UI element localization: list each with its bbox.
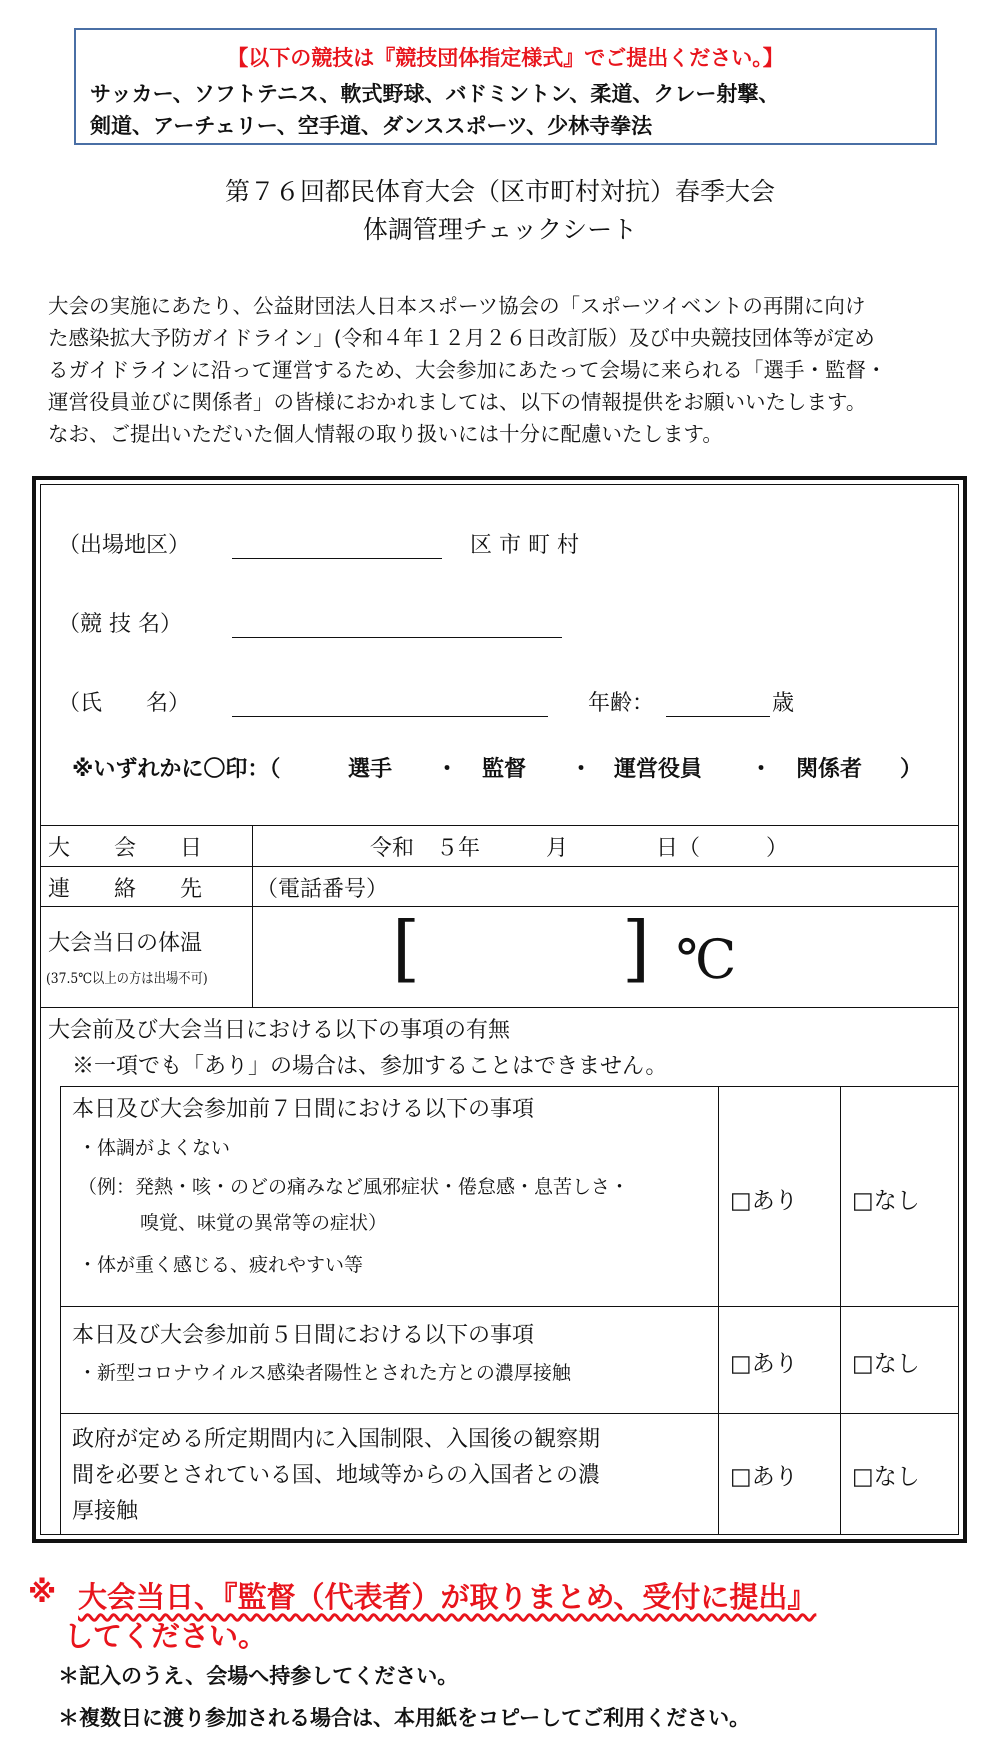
item2-yes-checkbox[interactable]: □あり <box>730 1351 798 1377</box>
notice-line2: 剣道、アーチェリー、空手道、ダンススポーツ、少林寺拳法 <box>90 114 653 138</box>
district-suffix: 区 市 町 村 <box>470 533 579 558</box>
item1-example-cont: 嗅覚、味覚の異常等の症状） <box>140 1212 388 1234</box>
notice-heading: 【以下の競技は『競技団体指定様式』でご提出ください。】 <box>227 46 784 70</box>
age-input[interactable] <box>666 716 770 717</box>
item3-line1: 政府が定める所定期間内に入国制限、入国後の観察期 <box>72 1427 601 1452</box>
divider <box>40 906 959 907</box>
item2-no-checkbox[interactable]: □なし <box>852 1351 920 1377</box>
intro-line3: るガイドラインに沿って運営するため、大会参加にあたって会場に来られる「選手・監督・ <box>48 358 887 382</box>
temp-label: 大会当日の体温 <box>48 931 203 956</box>
footer-instruction-cont: してください。 <box>64 1619 268 1653</box>
notice-box <box>74 28 937 145</box>
role-manager[interactable]: 監督 <box>482 757 527 782</box>
district-label: （出場地区） <box>58 533 191 558</box>
item3-yes-checkbox[interactable]: □あり <box>730 1464 798 1490</box>
name-input[interactable] <box>232 716 548 717</box>
divider <box>40 1007 959 1008</box>
divider <box>60 1086 959 1087</box>
items-heading: 大会前及び大会当日における以下の事項の有無 <box>48 1018 511 1043</box>
bracket-right: ] <box>622 906 651 990</box>
item1-bullet: ・体調がよくない <box>78 1137 231 1159</box>
item3-line2: 間を必要とされている国、地域等からの入国者との濃 <box>72 1463 601 1488</box>
age-suffix: 歳 <box>772 691 795 716</box>
contact-value[interactable]: （電話番号） <box>256 877 389 902</box>
intro-line1: 大会の実施にあたり、公益財団法人日本スポーツ協会の「スポーツイベントの再開に向け <box>48 294 866 318</box>
date-label: 大 会 日 <box>48 836 203 861</box>
role-player[interactable]: 選手 <box>348 757 393 782</box>
item1-yes-checkbox[interactable]: □あり <box>730 1188 798 1214</box>
intro-line5: なお、ご提出いただいた個人情報の取り扱いには十分に配慮いたします。 <box>48 422 723 446</box>
temp-unit: ℃ <box>676 928 737 991</box>
temp-input[interactable] <box>420 925 620 995</box>
page-subtitle: 体調管理チェックシート <box>362 215 638 244</box>
footer-note2: ＊複数日に渡り参加される場合は、本用紙をコピーしてご利用ください。 <box>58 1706 751 1730</box>
role-related[interactable]: 関係者 <box>796 757 863 782</box>
contact-label: 連 絡 先 <box>48 877 203 902</box>
temp-note: (37.5℃以上の方は出場不可) <box>46 971 208 987</box>
divider <box>40 866 959 867</box>
divider <box>60 1086 61 1535</box>
item2-title: 本日及び大会参加前５日間における以下の事項 <box>72 1323 535 1348</box>
item3-line3: 厚接触 <box>72 1499 139 1524</box>
divider <box>60 1413 959 1414</box>
role-prompt: ※いずれかに〇印：（ <box>72 757 281 782</box>
role-sep: ・ <box>436 757 459 782</box>
role-sep: ・ <box>750 757 773 782</box>
item3-no-checkbox[interactable]: □なし <box>852 1464 920 1490</box>
role-close: ） <box>900 757 923 782</box>
date-value[interactable]: 令和 ５年 月 日（ ） <box>370 836 789 861</box>
divider <box>40 825 959 826</box>
item1-bullet2: ・体が重く感じる、疲れやすい等 <box>78 1254 364 1276</box>
divider <box>60 1306 959 1307</box>
role-sep: ・ <box>570 757 593 782</box>
item2-bullet: ・新型コロナウイルス感染者陽性とされた方との濃厚接触 <box>78 1362 571 1384</box>
item1-example: （例：発熱・咳・のどの痛みなど風邪症状・倦怠感・息苦しさ・ <box>78 1176 630 1198</box>
divider <box>252 825 253 1007</box>
divider <box>718 1086 719 1535</box>
bracket-left: [ <box>392 906 421 990</box>
divider <box>840 1086 841 1535</box>
role-staff[interactable]: 運営役員 <box>614 757 703 782</box>
intro-line2: た感染拡大予防ガイドライン」(令和４年１２月２６日改訂版）及び中央競技団体等が定め <box>48 326 875 350</box>
event-label: （競 技 名） <box>58 612 182 637</box>
item1-no-checkbox[interactable]: □なし <box>852 1188 920 1214</box>
name-label: （氏 名） <box>58 691 191 716</box>
footer-instruction: 大会当日、『監督（代表者）が取りまとめ、受付に提出』 <box>78 1580 817 1614</box>
district-input[interactable] <box>232 558 442 559</box>
footer-note1: ＊記入のうえ、会場へ持参してください。 <box>58 1664 459 1688</box>
page-title: 第７６回都民体育大会（区市町村対抗）春季大会 <box>224 177 775 206</box>
item1-title: 本日及び大会参加前７日間における以下の事項 <box>72 1097 535 1122</box>
age-label: 年齢： <box>588 691 655 716</box>
intro-line4: 運営役員並びに関係者」の皆様におかれましては、以下の情報提供をお願いいたします。 <box>48 390 867 414</box>
items-note: ※一項でも「あり」の場合は、参加することはできません。 <box>72 1054 668 1079</box>
footer-mark: ※ <box>28 1575 57 1609</box>
event-input[interactable] <box>232 637 562 638</box>
notice-line1: サッカー、ソフトテニス、軟式野球、バドミントン、柔道、クレー射撃、 <box>90 82 780 106</box>
